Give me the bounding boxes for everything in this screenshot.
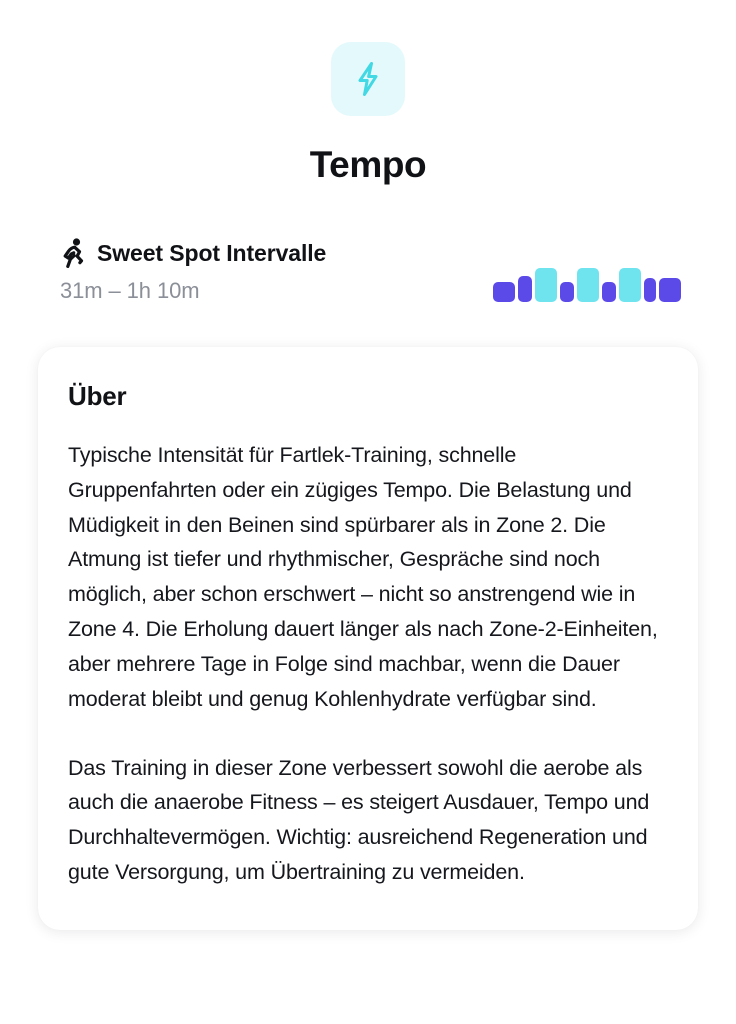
interval-bar (644, 278, 656, 302)
workout-duration: 31m – 1h 10m (60, 278, 200, 303)
about-heading: Über (68, 381, 127, 411)
interval-bar (602, 282, 616, 302)
running-person-icon (60, 238, 86, 268)
about-paragraph: Typische Intensität für Fartlek-Training, schnelle Gruppenfahrten oder ein zügiges Tempo. Die Belastung und Müdigkeit in den Beinen sind spürbarer als in Zone 2. Die Atmung ist tiefer und rhythmischer, Gespräche sind noch möglich, aber schon erschwert – nicht so anstrengend wie in Zone 4. Die Erholung dauert länger als nach Zone-2-Einheiten, aber mehrere Tage in Folge sind machbar, wenn die Dauer moderat bleibt und genug Kohlenhydrate verfügbar sind. (68, 443, 658, 711)
interval-bar (535, 268, 557, 302)
about-paragraph: Das Training in dieser Zone verbessert sowohl die aerobe als auch die anaerobe Fitness – es steigert Ausdauer, Tempo und Durchhaltevermögen. Wichtig: ausreichend Regeneration und gute Versorgung, um Übertraining zu vermeiden. (68, 755, 650, 885)
interval-chart (493, 262, 681, 302)
workout-summary[interactable] (0, 238, 736, 304)
interval-bar (659, 278, 681, 302)
interval-bar (518, 276, 532, 302)
interval-bar (493, 282, 515, 302)
workout-title: Sweet Spot Intervalle (97, 239, 327, 266)
interval-bar (577, 268, 599, 302)
interval-bar (560, 282, 574, 302)
lightning-bolt-icon (353, 61, 383, 97)
zone-badge (331, 42, 405, 116)
screen-header (0, 0, 736, 186)
about-card (38, 347, 698, 930)
page-title: Tempo (309, 144, 427, 185)
interval-bar (619, 268, 641, 302)
